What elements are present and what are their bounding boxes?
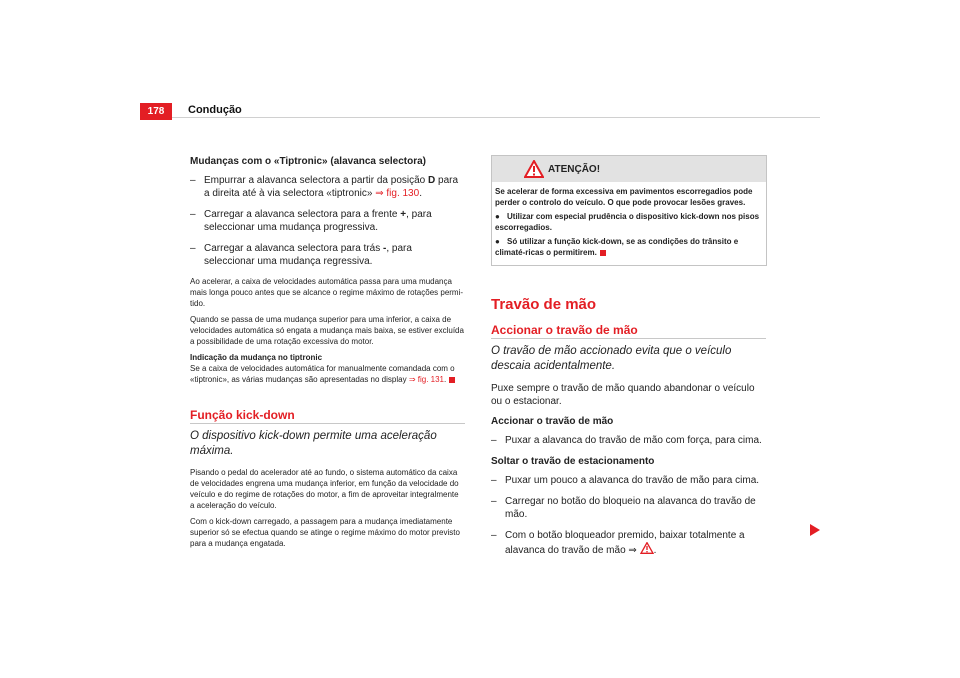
left-column	[190, 155, 465, 554]
bullet-dot-icon: ●	[495, 237, 500, 246]
paragraph: Quando se passa de uma mudança superior para uma inferior, a caixa de velocidades automática só engata a mudança mais baixa, se estiver excluída a possibilidade de uma rotação excessiva do motor.	[190, 315, 464, 346]
soltar-heading: Soltar o travão de estacionamento	[491, 456, 655, 467]
warning-header	[492, 156, 766, 182]
warning-link[interactable]: ⇒	[628, 545, 637, 556]
list-item: – Puxar a alavanca do travão de mão com força, para cima.	[491, 435, 762, 446]
warning-body	[492, 182, 766, 265]
list-item: – Carregar a alavanca selectora para trás -, para seleccionar uma mudança regressiva.	[190, 243, 412, 267]
indicacao-heading: Indicação da mudança no tiptronic	[190, 353, 323, 362]
end-mark-icon	[600, 250, 606, 256]
paragraph: Ao acelerar, a caixa de velocidades automática passa para uma mudança mais longa pouco antes que se alcance o regime máximo de rotações permi-tido.	[190, 277, 464, 308]
page-header	[140, 103, 820, 118]
figure-link[interactable]: ⇒ fig. 131	[408, 375, 444, 384]
bullet-dot-icon: ●	[495, 212, 500, 221]
accionar-subtitle: O travão de mão accionado evita que o veículo descaia acidentalmente.	[491, 345, 732, 372]
paragraph: Pisando o pedal do acelerador até ao fundo, o sistema automático da caixa de velocidades engrena uma mudança inferior, em função da velocidade do veículo e do regime de rotações do motor, a fim de aproveitar integralmente a aceleração do veículo.	[190, 468, 459, 510]
page-number: 178	[140, 103, 172, 120]
paragraph: Se a caixa de velocidades automática for manualmente comandada com o «tiptronic», as várias mudanças são apresentadas no display ⇒ fig. 131.	[190, 364, 455, 384]
warning-title: ATENÇÃO!	[548, 164, 601, 175]
chapter-title: Condução	[188, 104, 242, 116]
next-page-arrow-icon[interactable]	[810, 524, 820, 536]
kickdown-subtitle: O dispositivo kick-down permite uma aceleração máxima.	[190, 430, 437, 457]
warning-box	[491, 155, 767, 266]
list-item: – Carregar no botão do bloqueio na alavanca do travão de mão.	[491, 496, 756, 520]
accionar-heading: Accionar o travão de mão	[491, 416, 614, 427]
tiptronic-heading: Mudanças com o «Tiptronic» (alavanca selectora)	[190, 156, 427, 167]
right-column	[491, 155, 766, 565]
list-item: – Carregar a alavanca selectora para a frente +, para seleccionar uma mudança progressiva.	[190, 209, 432, 233]
list-item: – Com o botão bloqueador premido, baixar totalmente a alavanca do travão de mão ⇒ .	[491, 530, 745, 556]
figure-link[interactable]: ⇒ fig. 130	[375, 188, 420, 199]
accionar-title: Accionar o travão de mão	[491, 323, 766, 339]
main-title: Travão de mão	[491, 296, 597, 313]
warning-triangle-icon[interactable]	[640, 542, 654, 554]
paragraph: Com o kick-down carregado, a passagem para a mudança imediatamente superior só se efectua quando se atinge o regime máximo do motor previsto para a mudança engatada.	[190, 517, 460, 548]
list-item: – Empurrar a alavanca selectora a partir da posição D para a direita até à via selectora «tiptronic» ⇒ fig. 130.	[190, 175, 459, 199]
list-item: – Puxar um pouco a alavanca do travão de mão para cima.	[491, 475, 760, 486]
end-mark-icon	[449, 377, 455, 383]
paragraph: Puxe sempre o travão de mão quando abandonar o veículo ou o estacionar.	[491, 383, 755, 407]
warning-line: ● Utilizar com especial prudência o dispositivo kick-down nos pisos escorregadios.	[495, 212, 760, 232]
warning-triangle-icon	[524, 160, 544, 178]
warning-line: ● Só utilizar a função kick-down, se as condições do trânsito e climaté-ricas o permitirem.	[495, 237, 739, 257]
warning-line: Se acelerar de forma excessiva em pavimentos escorregadios pode perder o controlo do veículo. O que pode provocar lesões graves.	[495, 187, 753, 207]
kickdown-title: Função kick-down	[190, 408, 465, 424]
